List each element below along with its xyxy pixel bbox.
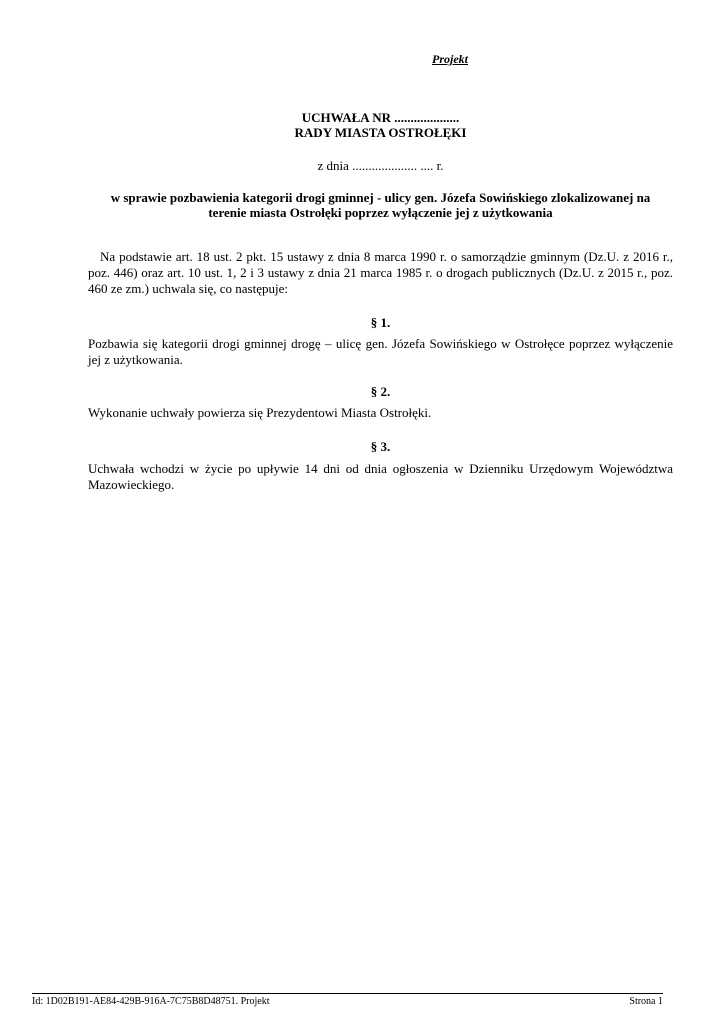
subject-line-1: w sprawie pozbawienia kategorii drogi gminnej - ulicy gen. Józefa Sowińskiego zlokalizowanej na xyxy=(110,190,651,205)
paragraph-2-heading: § 2. xyxy=(370,384,391,399)
projekt-label: Projekt xyxy=(432,52,468,66)
resolution-title xyxy=(88,110,673,140)
footer-divider xyxy=(32,993,663,994)
paragraph-1-text: Pozbawia się kategorii drogi gminnej drogę – ulicę gen. Józefa Sowińskiego w Ostrołęce poprzez wyłączenie jej z użytkowania. xyxy=(88,336,673,367)
legal-basis: Na podstawie art. 18 ust. 2 pkt. 15 ustawy z dnia 8 marca 1990 r. o samorządzie gminnym (Dz.U. z 2016 r., poz. 446) oraz art. 10 ust. 1, 2 i 3 ustawy z dnia 21 marca 1985 r. o drogach publicznych (Dz.U. z 2015 r., poz. 460 ze zm.) uchwala się, co następuje: xyxy=(88,249,673,296)
paragraph-3-text: Uchwała wchodzi w życie po upływie 14 dni od dnia ogłoszenia w Dzienniku Urzędowym Województwa Mazowieckiego. xyxy=(88,461,673,492)
paragraph-1-heading: § 1. xyxy=(370,315,391,330)
footer-page-number: Strona 1 xyxy=(629,996,663,1007)
subject-line-2: terenie miasta Ostrołęki poprzez wyłączenie jej z użytkowania xyxy=(208,205,553,220)
resolution-number: UCHWAŁA NR .................... xyxy=(301,110,460,125)
paragraph-2-text: Wykonanie uchwały powierza się Prezydentowi Miasta Ostrołęki. xyxy=(88,405,432,420)
council-name: RADY MIASTA OSTROŁĘKI xyxy=(294,125,467,140)
footer-document-id: Id: 1D02B191-AE84-429B-916A-7C75B8D48751. Projekt xyxy=(32,996,270,1007)
resolution-subject xyxy=(88,190,673,220)
resolution-date: z dnia .................... .... r. xyxy=(317,158,444,173)
paragraph-3-heading: § 3. xyxy=(370,439,391,454)
